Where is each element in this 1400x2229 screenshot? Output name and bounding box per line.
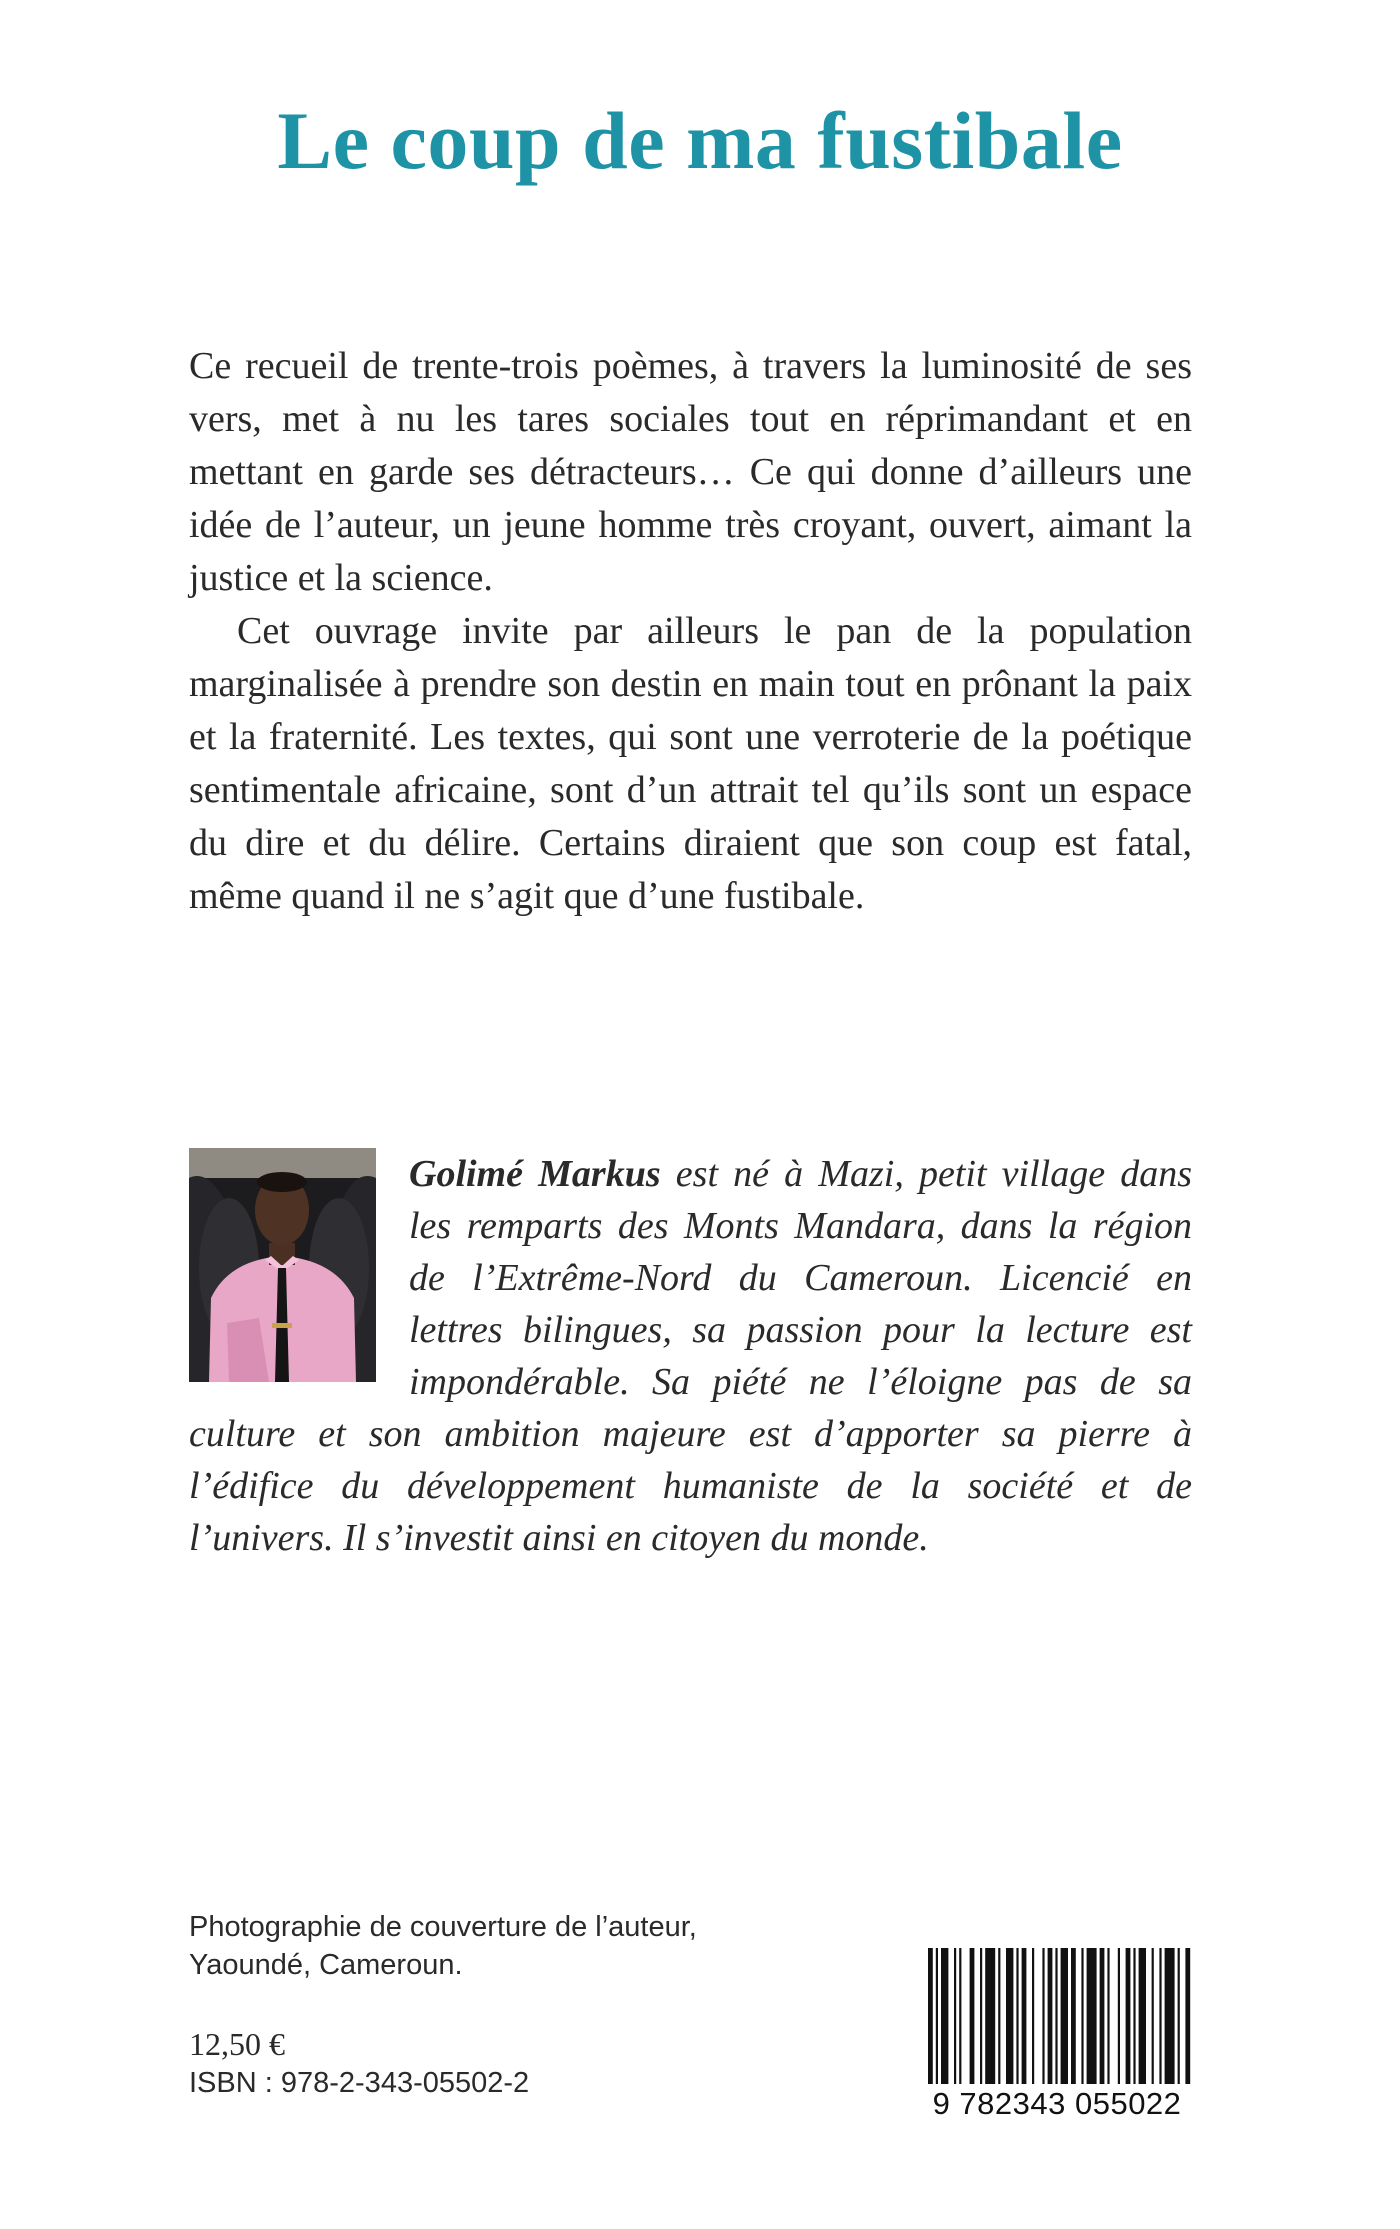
credits-line-1: Photographie de couverture de l’auteur,: [189, 1911, 697, 1943]
barcode-bar: [928, 1948, 933, 2088]
barcode-bar: [1081, 1948, 1083, 2088]
barcode-bar: [1165, 1948, 1175, 2088]
barcode-bar: [985, 1948, 995, 2088]
barcode-bar: [1159, 1948, 1161, 2088]
author-bio-text: est né à Mazi, petit village dans les remparts des Monts Mandara, dans la région de l’Extrême-Nord du Cameroun. Licencié en lettres bilingues, sa passion pour la lecture est impondérable. Sa piété ne l’éloigne pas de sa culture et son ambition majeure est d’apporter sa pierre à l’édifice du développement humaniste de la société et de l’univers. Il s’investit ainsi en citoyen du monde.: [189, 1153, 1193, 1559]
barcode-bar: [959, 1948, 961, 2088]
barcode-bar: [1032, 1948, 1034, 2088]
barcode-bar: [1107, 1948, 1109, 2088]
photo-credits: [189, 1908, 697, 1984]
barcode-bar: [1152, 1948, 1154, 2088]
barcode-bar: [1087, 1948, 1097, 2088]
blurb-paragraph-1: Ce recueil de trente-trois poèmes, à travers la luminosité de ses vers, met à nu les tares sociales tout en réprimandant et en mettant en garde ses détracteurs… Ce qui donne d’ailleurs une idée de l’auteur, un jeune homme très croyant, ouvert, aimant la justice et la science.: [189, 345, 1192, 599]
author-portrait-icon: [189, 1148, 376, 1382]
barcode-bar: [1016, 1948, 1018, 2088]
barcode-bar: [1100, 1948, 1105, 2088]
book-title: Le coup de ma fustibale: [277, 95, 1123, 186]
price: 12,50 €: [189, 2026, 285, 2062]
barcode-bar: [1185, 1948, 1190, 2088]
barcode-bar: [941, 1948, 948, 2088]
barcode-bar: [1126, 1948, 1131, 2088]
barcode-bar: [1118, 1948, 1120, 2088]
barcode-digits: 9 782343 055022: [922, 2084, 1192, 2124]
barcode-bar: [980, 1948, 982, 2088]
barcode-bar: [1055, 1948, 1057, 2088]
author-name: Golimé Markus: [409, 1153, 661, 1195]
barcode-bar: [1006, 1948, 1013, 2088]
credits-line-2: Yaoundé, Cameroun.: [189, 1949, 463, 1981]
barcode-bar: [1042, 1948, 1044, 2088]
barcode-bar: [1178, 1948, 1180, 2088]
barcode-bar: [954, 1948, 956, 2088]
author-photo: [189, 1148, 376, 1382]
barcode: [922, 1948, 1192, 2126]
barcode-bar: [1139, 1948, 1146, 2088]
barcode-bar: [1048, 1948, 1053, 2088]
barcode-bar: [1061, 1948, 1068, 2088]
book-blurb: [189, 340, 1192, 923]
barcode-bar: [970, 1948, 975, 2088]
blurb-paragraph-2: Cet ouvrage invite par ailleurs le pan de la population marginalisée à prendre son destin en main tout en prônant la paix et la fraternité. Les textes, qui sont une verroterie de la poétique sentimentale africaine, sont d’un attrait tel qu’ils sont un espace du dire et du délire. Certains diraient que son coup est fatal, même quand il ne s’agit que d’une fustibale.: [189, 610, 1192, 917]
barcode-bar: [1022, 1948, 1027, 2088]
isbn: ISBN : 978-2-343-05502-2: [189, 2067, 530, 2099]
barcode-bar: [1071, 1948, 1076, 2088]
barcode-bar: [936, 1948, 938, 2088]
barcode-bar: [1133, 1948, 1135, 2088]
barcode-bar: [998, 1948, 1000, 2088]
